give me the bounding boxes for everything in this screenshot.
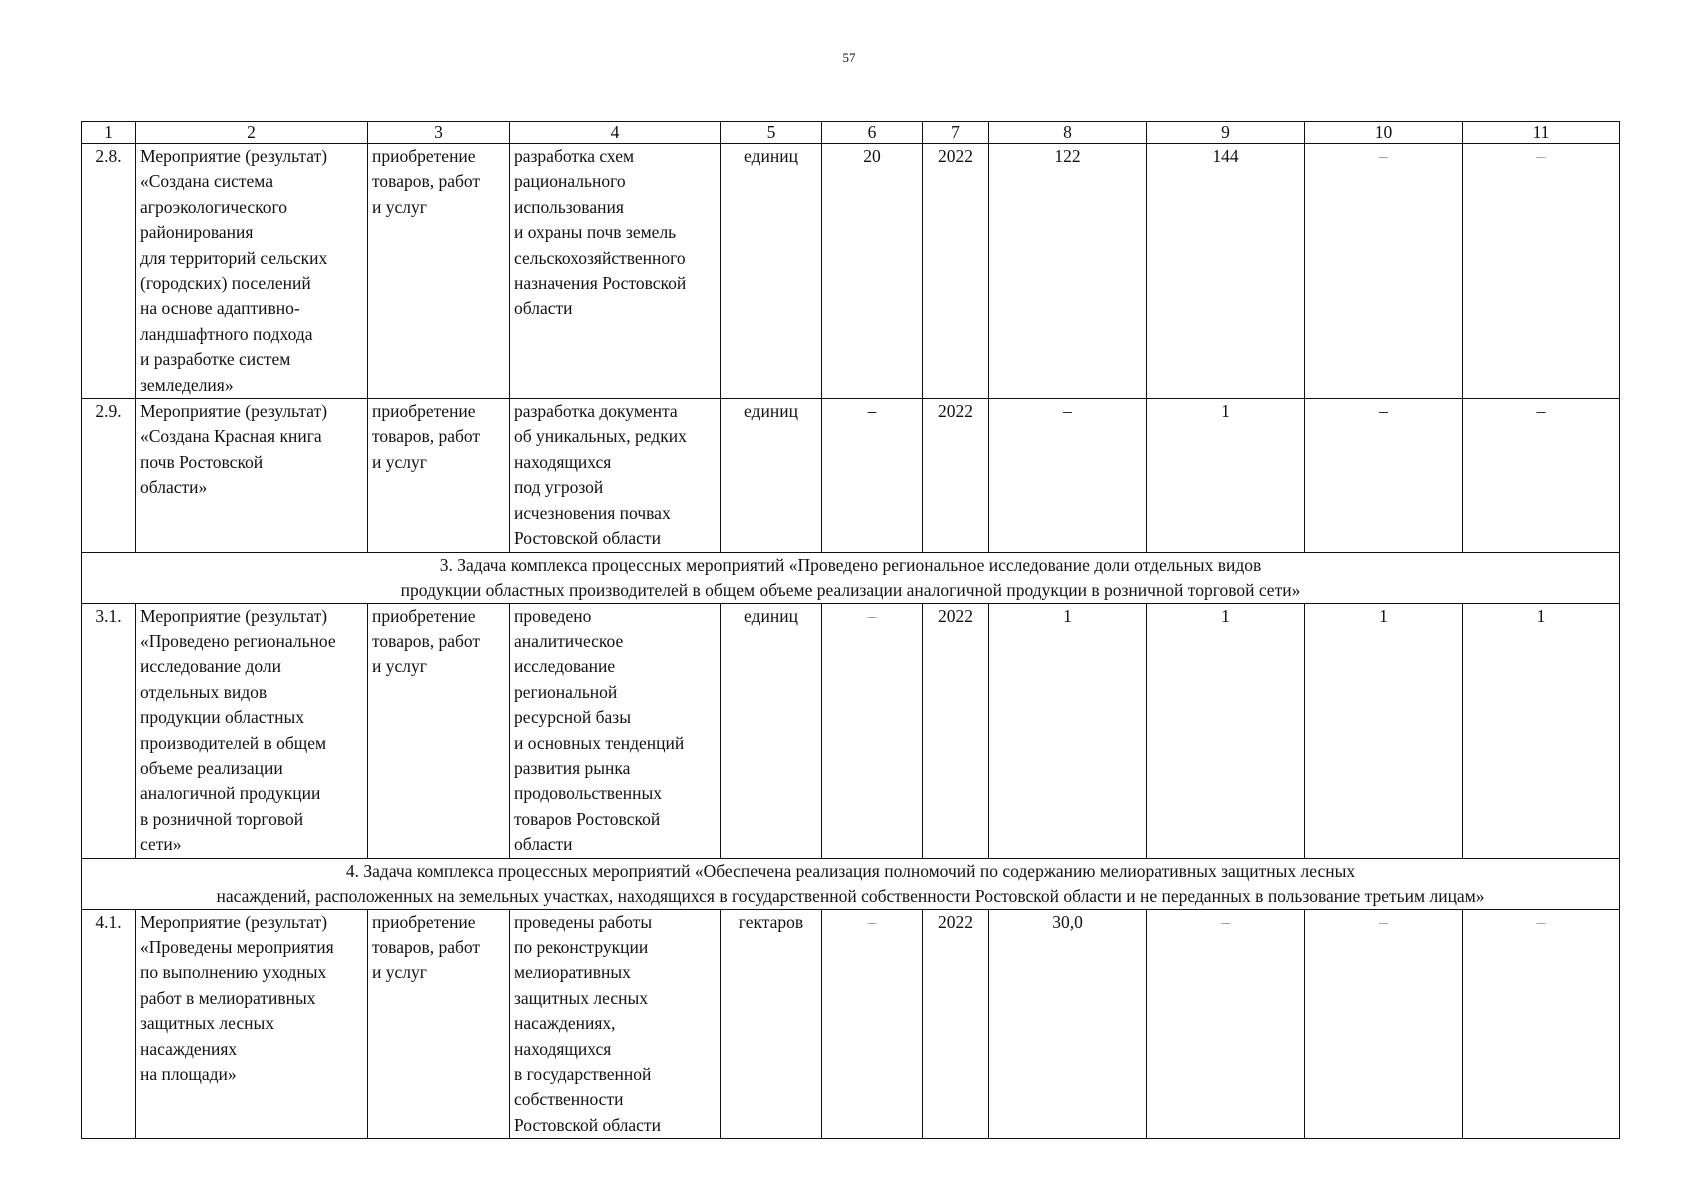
text-line: Ростовской области — [514, 1114, 661, 1135]
text-line: аналитическое — [514, 630, 624, 651]
text-line: по реконструкции — [514, 936, 649, 957]
text-line: товаров, работ — [372, 171, 481, 192]
measure-description — [510, 144, 721, 399]
text-line: приобретение — [372, 401, 476, 422]
col-header-11: 11 — [1463, 122, 1620, 144]
text-line: собственности — [514, 1089, 624, 1110]
value-col-8: – — [989, 399, 1147, 552]
value-col-11: – — [1463, 909, 1620, 1139]
text-line: ресурсной базы — [514, 707, 631, 728]
value-col-9: 1 — [1147, 399, 1305, 552]
text-line: назначения Ростовской — [514, 273, 687, 294]
unit: гектаров — [721, 909, 822, 1139]
page-number: 57 — [842, 50, 856, 65]
text-line: и услуг — [372, 656, 427, 677]
text-line: находящихся — [514, 451, 612, 472]
text-line: под угрозой — [514, 477, 604, 498]
value-col-8: 30,0 — [989, 909, 1147, 1139]
text-line: рационального — [514, 171, 626, 192]
text-line: Мероприятие (результат) — [140, 605, 328, 626]
text-line: производителей в общем — [140, 732, 327, 753]
text-line: «Проведено региональное — [140, 630, 336, 651]
value-col-6: – — [822, 603, 923, 858]
text-line: области» — [140, 477, 208, 498]
value-col-11: 1 — [1463, 603, 1620, 858]
text-line: Мероприятие (результат) — [140, 146, 328, 166]
col-header-10: 10 — [1305, 122, 1463, 144]
table-row-4-1 — [82, 909, 1620, 1139]
section-line: насаждений, расположенных на земельных участках, находящихся в государственной собственности Ростовской области и не переданных в пользование третьим лицам» — [216, 885, 1485, 906]
text-line: Ростовской области — [514, 528, 661, 549]
text-line: для территорий сельских — [140, 247, 328, 268]
col-header-2: 2 — [136, 122, 368, 144]
measures-table — [81, 121, 1620, 1139]
row-number: 2.8. — [82, 144, 136, 399]
text-line: Мероприятие (результат) — [140, 911, 328, 932]
unit: единиц — [721, 399, 822, 552]
value-col-8: 122 — [989, 144, 1147, 399]
text-line: проведены работы — [514, 911, 653, 932]
value-col-9: 144 — [1147, 144, 1305, 399]
value-col-6: – — [822, 909, 923, 1139]
section-line: 3. Задача комплекса процессных мероприятий «Проведено региональное исследование доли отдельных видов — [439, 554, 1262, 575]
col-header-1: 1 — [82, 122, 136, 144]
value-col-7: 2022 — [923, 399, 989, 552]
text-line: разработка схем — [514, 146, 635, 166]
text-line: и охраны почв земель — [514, 222, 677, 243]
text-line: приобретение — [372, 146, 476, 166]
measure-description — [510, 909, 721, 1139]
section-row-4 — [82, 858, 1620, 909]
value-col-8: 1 — [989, 603, 1147, 858]
row-number: 3.1. — [82, 603, 136, 858]
text-line: товаров, работ — [372, 630, 481, 651]
text-line: работ в мелиоративных — [140, 987, 316, 1008]
measure-type — [368, 603, 510, 858]
text-line: и разработке систем — [140, 349, 291, 370]
text-line: (городских) поселений — [140, 273, 311, 294]
text-line: в розничной торговой — [140, 808, 304, 829]
text-line: сельскохозяйственного — [514, 247, 686, 268]
table-row-2-8 — [82, 144, 1620, 399]
measure-description — [510, 603, 721, 858]
text-line: по выполнению уходных — [140, 962, 327, 983]
col-header-4: 4 — [510, 122, 721, 144]
text-line: на площади» — [140, 1064, 237, 1084]
section-heading — [82, 552, 1620, 603]
text-line: исследование доли — [140, 656, 282, 677]
column-number-row — [82, 122, 1620, 144]
value-col-10: – — [1305, 909, 1463, 1139]
table-row-3-1 — [82, 603, 1620, 858]
measure-name — [136, 399, 368, 552]
row-number: 4.1. — [82, 909, 136, 1139]
text-line: и основных тенденций — [514, 732, 685, 753]
text-line: сети» — [140, 834, 182, 855]
col-header-3: 3 — [368, 122, 510, 144]
text-line: проведено — [514, 605, 592, 626]
unit: единиц — [721, 603, 822, 858]
text-line: Мероприятие (результат) — [140, 401, 328, 422]
text-line: товаров, работ — [372, 426, 481, 447]
text-line: продовольственных — [514, 783, 662, 804]
unit: единиц — [721, 144, 822, 399]
text-line: защитных лесных — [140, 1013, 274, 1034]
text-line: районирования — [140, 222, 254, 243]
text-line: развития рынка — [514, 757, 631, 778]
value-col-11: – — [1463, 144, 1620, 399]
value-col-6: 20 — [822, 144, 923, 399]
text-line: и услуг — [372, 451, 427, 472]
measure-type — [368, 399, 510, 552]
text-line: товаров Ростовской — [514, 808, 661, 829]
value-col-10: – — [1305, 144, 1463, 399]
value-col-7: 2022 — [923, 909, 989, 1139]
col-header-8: 8 — [989, 122, 1147, 144]
text-line: ландшафтного подхода — [140, 323, 313, 344]
text-line: «Создана Красная книга — [140, 426, 322, 447]
value-col-9: 1 — [1147, 603, 1305, 858]
text-line: области — [514, 298, 573, 319]
measure-name — [136, 909, 368, 1139]
text-line: земледелия» — [140, 374, 234, 395]
text-line: насаждениях, — [514, 1013, 616, 1034]
text-line: мелиоративных — [514, 962, 631, 983]
value-col-6: – — [822, 399, 923, 552]
col-header-9: 9 — [1147, 122, 1305, 144]
section-line: продукции областных производителей в общем объеме реализации аналогичной продукции в розничной торговой сети» — [400, 579, 1301, 600]
text-line: разработка документа — [514, 401, 678, 422]
text-line: в государственной — [514, 1064, 652, 1084]
value-col-10: – — [1305, 399, 1463, 552]
measure-type — [368, 144, 510, 399]
text-line: объеме реализации — [140, 757, 283, 778]
col-header-6: 6 — [822, 122, 923, 144]
row-number: 2.9. — [82, 399, 136, 552]
text-line: «Создана система — [140, 171, 273, 192]
text-line: аналогичной продукции — [140, 783, 321, 804]
measure-name — [136, 144, 368, 399]
text-line: товаров, работ — [372, 936, 481, 957]
section-line: 4. Задача комплекса процессных мероприятий «Обеспечена реализация полномочий по содержанию мелиоративных защитных лесных — [345, 860, 1356, 881]
col-header-7: 7 — [923, 122, 989, 144]
text-line: области — [514, 834, 573, 855]
text-line: приобретение — [372, 605, 476, 626]
measure-description — [510, 399, 721, 552]
text-line: приобретение — [372, 911, 476, 932]
text-line: насаждениях — [140, 1038, 238, 1059]
text-line: находящихся — [514, 1038, 612, 1059]
section-heading — [82, 858, 1620, 909]
text-line: почв Ростовской — [140, 451, 264, 472]
text-line: региональной — [514, 681, 618, 702]
section-row-3 — [82, 552, 1620, 603]
text-line: защитных лесных — [514, 987, 648, 1008]
value-col-10: 1 — [1305, 603, 1463, 858]
measure-type — [368, 909, 510, 1139]
col-header-5: 5 — [721, 122, 822, 144]
text-line: отдельных видов — [140, 681, 268, 702]
text-line: использования — [514, 196, 624, 217]
text-line: об уникальных, редких — [514, 426, 687, 447]
text-line: продукции областных — [140, 707, 304, 728]
value-col-7: 2022 — [923, 603, 989, 858]
value-col-11: – — [1463, 399, 1620, 552]
measure-name — [136, 603, 368, 858]
text-line: и услуг — [372, 962, 427, 983]
text-line: на основе адаптивно- — [140, 298, 300, 319]
table-row-2-9 — [82, 399, 1620, 552]
text-line: и услуг — [372, 196, 427, 217]
text-line: исчезновения почвах — [514, 502, 671, 523]
text-line: «Проведены мероприятия — [140, 936, 334, 957]
text-line: агроэкологического — [140, 196, 287, 217]
value-col-7: 2022 — [923, 144, 989, 399]
value-col-9: – — [1147, 909, 1305, 1139]
text-line: исследование — [514, 656, 616, 677]
